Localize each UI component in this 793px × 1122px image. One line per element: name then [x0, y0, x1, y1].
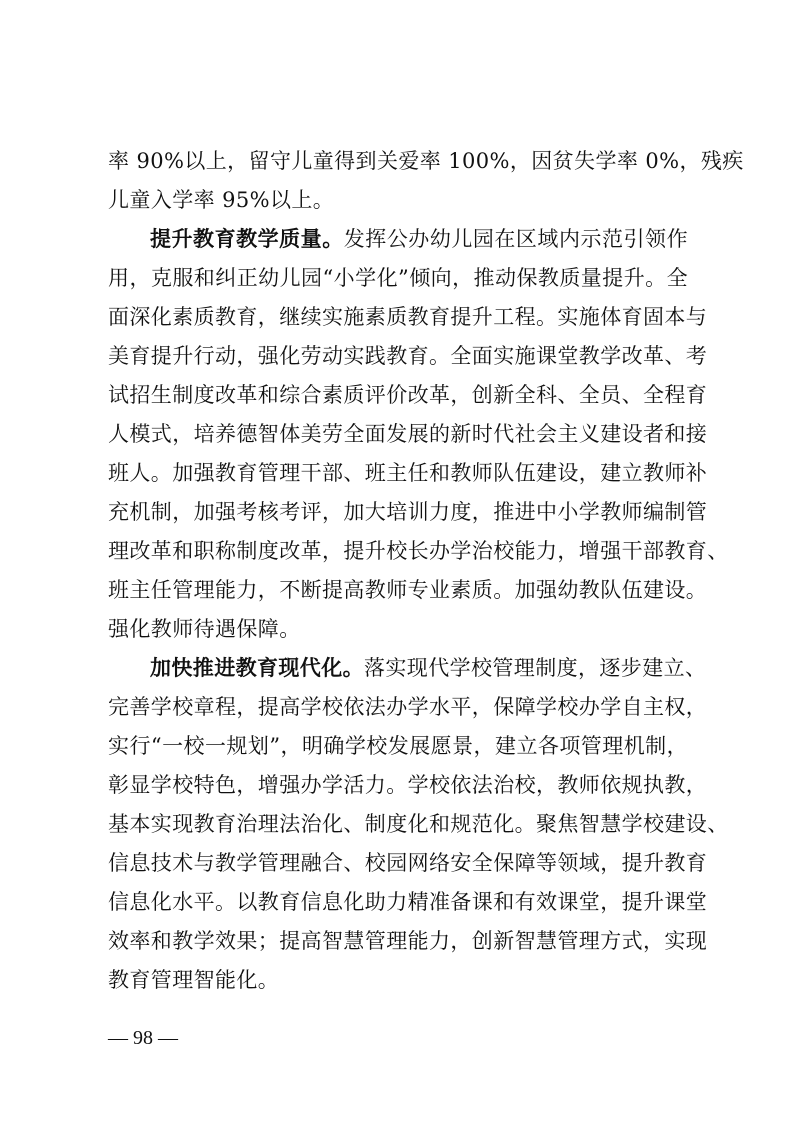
paragraph-2-heading: 提升教育教学质量。 — [150, 227, 344, 251]
paragraph-3-heading: 加快推进教育现代化。 — [150, 656, 364, 680]
page-number: — 98 — — [108, 1027, 178, 1049]
paragraph-1-line-1: 率 90%以上，留守儿童得到关爱率 100%，因贫失学率 0%，残疾 — [108, 149, 744, 173]
paragraph-1-line-2: 儿童入学率 95%以上。 — [108, 188, 335, 212]
paragraph-2-line-3: 面深化素质教育，继续实施素质教育提升工程。实施体育固本与 — [108, 305, 708, 329]
paragraph-3-line-1 — [150, 654, 707, 682]
paragraph-3-line-8: 效率和教学效果；提高智慧管理能力，创新智慧管理方式，实现 — [108, 929, 708, 953]
paragraph-2-line-5: 试招生制度改革和综合素质评价改革，创新全科、全员、全程育 — [108, 383, 708, 407]
paragraph-2-line-11: 强化教师待遇保障。 — [108, 617, 301, 641]
paragraph-2-line-9: 理改革和职称制度改革，提升校长办学治校能力，增强干部教育、 — [108, 539, 729, 563]
paragraph-2-line-10: 班主任管理能力，不断提高教师专业素质。加强幼教队伍建设。 — [108, 578, 708, 602]
paragraph-3-line-4: 彰显学校特色，增强办学活力。学校依法治校，教师依规执教， — [108, 773, 708, 797]
paragraph-2-line-1-text: 发挥公办幼儿园在区域内示范引领作 — [343, 227, 688, 251]
paragraph-3-line-1-text: 落实现代学校管理制度，逐步建立、 — [364, 656, 707, 680]
paragraph-2-line-4: 美育提升行动，强化劳动实践教育。全面实施课堂教学改革、考 — [108, 344, 708, 368]
paragraph-3-line-7: 信息化水平。以教育信息化助力精准备课和有效课堂，提升课堂 — [108, 890, 708, 914]
paragraph-2-line-2: 用，克服和纠正幼儿园“小学化”倾向，推动保教质量提升。全 — [108, 266, 688, 290]
paragraph-3-line-5: 基本实现教育治理法治化、制度化和规范化。聚焦智慧学校建设、 — [108, 812, 729, 836]
paragraph-3-line-9: 教育管理智能化。 — [108, 968, 280, 992]
paragraph-2-line-1 — [150, 225, 688, 253]
paragraph-3-line-3: 实行“一校一规划”，明确学校发展愿景，建立各项管理机制， — [108, 734, 688, 758]
paragraph-2-line-7: 班人。加强教育管理干部、班主任和教师队伍建设，建立教师补 — [108, 461, 708, 485]
paragraph-2-line-6: 人模式，培养德智体美劳全面发展的新时代社会主义建设者和接 — [108, 422, 708, 446]
paragraph-2-line-8: 充机制，加强考核考评，加大培训力度，推进中小学教师编制管 — [108, 500, 708, 524]
paragraph-3-line-2: 完善学校章程，提高学校依法办学水平，保障学校办学自主权， — [108, 695, 708, 719]
paragraph-3-line-6: 信息技术与教学管理融合、校园网络安全保障等领域，提升教育 — [108, 851, 708, 875]
